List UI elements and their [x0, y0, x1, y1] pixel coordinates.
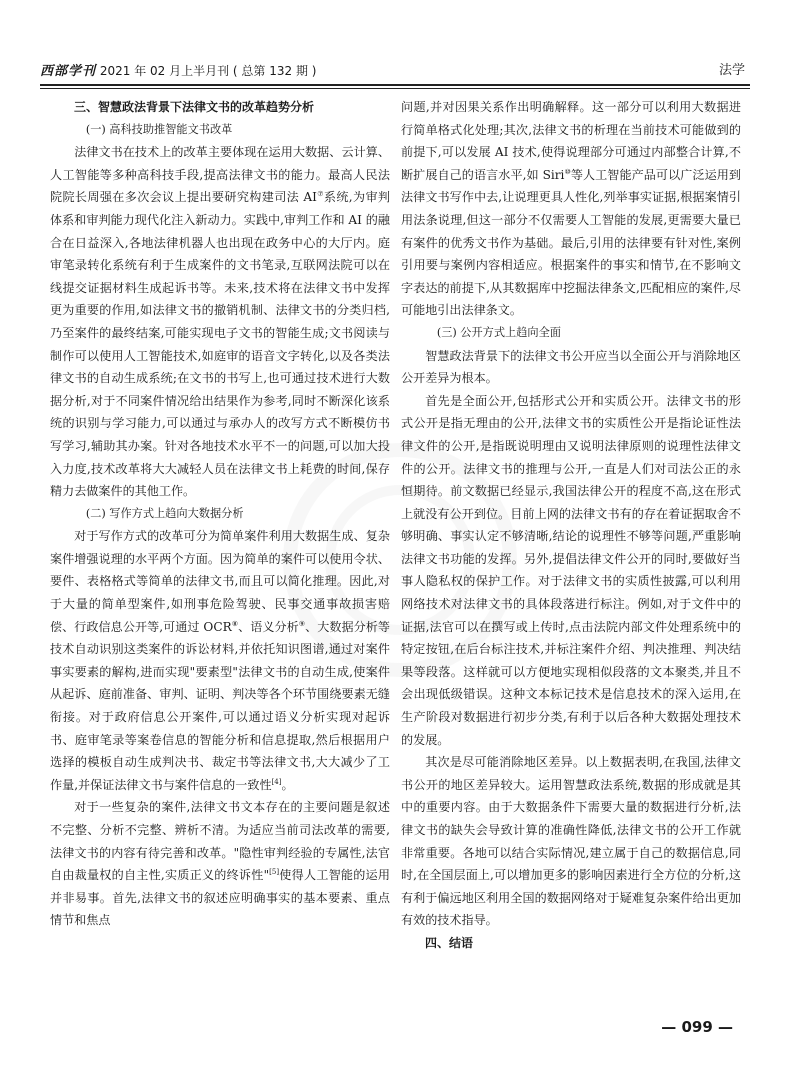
journal-info	[40, 60, 316, 83]
subsection-heading-1: (一) 高科技助推智能文书改革	[85, 122, 233, 136]
text-run: 等人工智能产品可以广泛运用到法律文书写作中去,让说理更具人性化,列举事实证据,根据案情引用法条说理,但这一部分不仅需要人工智能的发展,更需要大量已有案件的优秀文书作为基础。最后,引用的法律要有针对性,案例引用要与案例内容相适应。根据案件的事实和情节,在不影响文字表达的前提下,从其数据库中挖掘法律条文,匹配相应的案件,尽可能地引出法律条文。	[401, 167, 741, 318]
paragraph	[50, 525, 390, 796]
right-column	[401, 96, 741, 955]
left-column	[50, 96, 390, 932]
text-run: 、语义分析	[238, 619, 299, 634]
citation-marker: [5]	[269, 868, 280, 877]
subsection-heading-3: (三) 公开方式上趋向全面	[436, 325, 561, 339]
header-rule	[40, 84, 750, 86]
text-run: 问题,并对因果关系作出明确解释。这一部分可以利用大数据进行简单格式化处理;其次,法律文书的析理在当前技术可能做到的前提下,可以发展 AI 技术,使得说理部分可通过内部整合计算,不断扩展自己的语言水平,如 Siri	[401, 100, 741, 182]
page-header	[40, 60, 745, 82]
paragraph	[401, 96, 741, 322]
note-marker: ⑦	[316, 190, 324, 199]
paragraph	[50, 141, 390, 503]
text-run: 系统,为审判体系和审判能力现代化注入新动力。实践中,审判工作和 AI 的融合在日益深入,各地法律机器人也出现在政务中心的大厅内。庭审笔录转化系统有利于生成案件的文书笔录,互联网法院可以在线提交证据材料生成起诉书等。未来,技术将在法律文书中发挥更为重要的作用,如法律文书的撤销机制、法律文书的分类归档,乃至案件的最终结案,可能实现电子文书的智能生成;文书阅读与制作可以使用人工智能技术,如庭审的语音文字转化,以及各类法律文书的自动生成系统;在文书的书写上,也可通过技术进行大数据分析,对于不同案件情况给出结果作为参考,同时不断深化该系统的识别与学习能力,可以通过与承办人的改写方式不断模仿书写学习,辅助其办案。针对各地技术水平不一的问题,可以加大投入力度,技术改革将大大减轻人员在法律文书上耗费的时间,保存精力去做案件的其他工作。	[50, 190, 391, 499]
text-run: 、大数据分析等技术自动识别这类案件的诉讼材料,并依托知识图谱,通过对案件事实要素的解构,进而实现"要素型"法律文书的自动生成,使案件从起诉、庭前准备、审判、证明、判决等各个环节围绕要素无缝衔接。对于政府信息公开案件,可以通过语义分析实现对起诉书、庭审笔录等案卷信息的智能分析和信息提取,然后根据用户选择的模板自动生成判决书、裁定书等法律文书,大大减少了工作量,并保证法律文书与案件信息的一致性	[50, 619, 390, 792]
text-run: 对于一些复杂的案件,法律文书文本存在的主要问题是叙述不完整、分析不完整、辨析不清。为适应当前司法改革的需要,法律文书的内容有待完善和改革。"隐性审判经验的专属性,法官自由裁量权的自主性,实质正义的终诉性"	[50, 800, 390, 883]
conclusion-heading: 四、结语	[425, 935, 474, 950]
issue-info: 2021 年 02 月上半月刊 ( 总第 132 期 )	[99, 64, 317, 78]
paragraph: 首先是全面公开,包括形式公开和实质公开。法律文书的形式公开是指无理由的公开,法律文书的实质性公开是指论证性法律文件的公开,是指既说明理由又说明法律原则的说理性法律文件的公开。法律文书的推理与公开,一直是人们对司法公正的永恒期待。前文数据已经显示,我国法律公开的程度不高,这在形式上就没有公开到位。目前上网的法律文书有的存在着证据取舍不够明确、事实认定不够清晰,结论的说理性不够等问题,严重影响法律文书功能的发挥。另外,提倡法律文件公开的同时,要做好当事人隐私权的保护工作。对于法律文书的实质性披露,可以利用网络技术对法律文书的具体段落进行标注。例如,对于文件中的证据,法官可以在撰写或上传时,点击法院内部文件处理系统中的特定按钮,在后台标注技术,并标注案件介绍、判决推理、判决结果等段落。这样就可以方便地实现相似段落的文本聚类,并且不会出现低级错误。这种文本标记技术是信息技术的深入运用,在生产阶段对数据进行初步分类,有利于以后各种大数据处理技术的发展。	[401, 393, 741, 747]
text-run: 法律文书在技术上的改革主要体现在运用大数据、云计算、人工智能等多种高科技手段,提高法律文书的能力。最高人民法院院长周强在多次会议上提出要研究构建司法 AI	[50, 145, 390, 205]
note-marker: ⑨	[298, 619, 306, 628]
paragraph: 其次是尽可能消除地区差异。以上数据表明,在我国,法律文书公开的地区差异较大。运用智慧政法系统,数据的形成就是其中的重要内容。由于大数据条件下需要大量的数据进行分析,法律文书的缺失会导致计算的准确性降低,法律文书的公开工作就非常重要。各地可以结合实际情况,建立属于自己的数据信息,同时,在全国层面上,可以增加更多的影响因素进行全方位的分析,这有利于偏远地区利用全国的数据网络对于疑难复杂案件给出更加有效的技术指导。	[401, 755, 741, 928]
section-label: 法学	[718, 63, 745, 78]
note-marker: ⑧	[231, 619, 239, 628]
subsection-heading-2: (二) 写作方式上趋向大数据分析	[85, 506, 244, 520]
page-number: — 099 —	[661, 1018, 733, 1036]
text-run: 对于写作方式的改革可分为简单案件利用大数据生成、复杂案件增强说理的水平两个方面。因为简单的案件可以使用令状、要件、表格格式等简单的法律文书,而且可以简化推理。因此,对于大量的简单型案件,如刑事危险驾驶、民事交通事故损害赔偿、行政信息公开等,可通过 OCR	[50, 529, 390, 634]
note-marker: ⑩	[564, 167, 571, 176]
paragraph: 智慧政法背景下的法律文书公开应当以全面公开与消除地区公开差异为根本。	[401, 348, 741, 386]
section-heading: 三、智慧政法背景下法律文书的改革趋势分析	[74, 100, 315, 114]
journal-logo: 西部学刊	[40, 64, 97, 79]
citation-marker: [4]	[271, 777, 282, 786]
header-rule-thin	[40, 88, 750, 89]
text-run: 。	[281, 777, 294, 792]
paragraph	[50, 796, 390, 932]
text-run: 使得人工智能的运用并非易事。首先,法律文书的叙述应明确事实的基本要素、重点情节和焦点	[50, 868, 390, 928]
